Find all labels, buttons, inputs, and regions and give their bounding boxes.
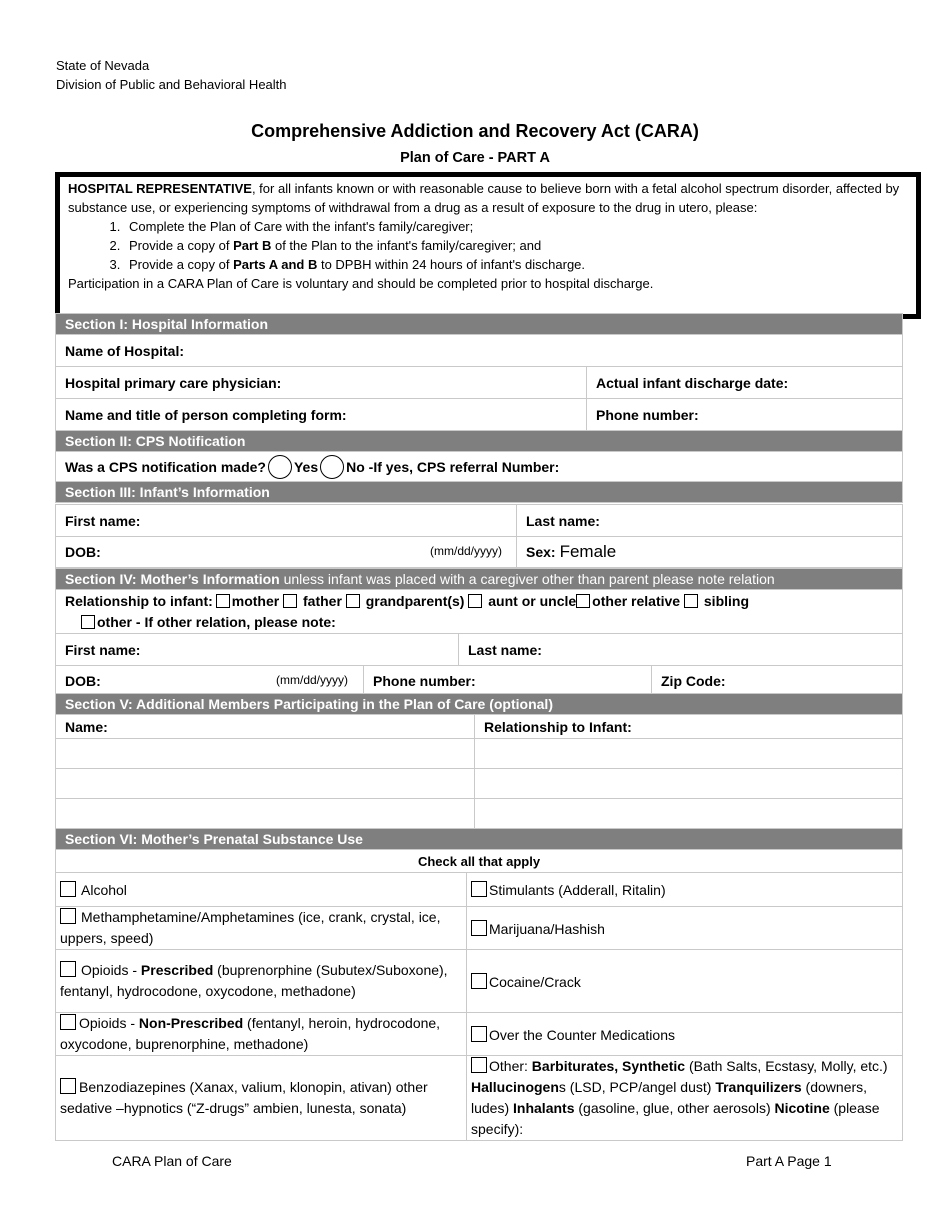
step-3: 3. Provide a copy of Parts A and B to DPBH within 24 hours of infant's discharge. bbox=[124, 255, 910, 274]
cps-no-label: No -If yes, CPS referral Number: bbox=[346, 458, 560, 475]
other-relative-checkbox[interactable] bbox=[576, 594, 590, 608]
mother-phone-field[interactable]: Phone number: bbox=[364, 666, 652, 697]
additional-members-table bbox=[55, 693, 903, 829]
member-relationship-cell[interactable] bbox=[475, 769, 903, 799]
physician-field[interactable]: Hospital primary care physician: bbox=[56, 367, 587, 399]
opioids-nonprescribed-checkbox[interactable] bbox=[60, 1014, 76, 1030]
infant-last-name-field[interactable]: Last name: bbox=[517, 505, 903, 537]
agency-header bbox=[56, 56, 287, 94]
cps-notification-row bbox=[56, 452, 903, 482]
section-1-3-table bbox=[55, 313, 903, 503]
infant-sex-value: Female bbox=[559, 542, 617, 561]
infant-info-table bbox=[55, 504, 903, 568]
opioids-nonprescribed-option: Opioids - Non-Prescribed (fentanyl, heroin, hydrocodone, oxycodone, buprenorphine, methadone) bbox=[56, 1013, 467, 1056]
member-relationship-cell[interactable] bbox=[475, 739, 903, 769]
substance-use-table bbox=[55, 828, 903, 1141]
meth-option: Methamphetamine/Amphetamines (ice, crank, crystal, ice, uppers, speed) bbox=[56, 907, 467, 950]
infant-dob-field[interactable]: DOB: (mm/dd/yyyy) bbox=[56, 537, 517, 568]
mother-zip-field[interactable]: Zip Code: bbox=[652, 666, 903, 697]
relationship-row: Relationship to infant: mother father grandparent(s) aunt or uncle other relative sibling other - If other relation, please note: bbox=[56, 590, 903, 634]
stimulants-option: Stimulants (Adderall, Ritalin) bbox=[467, 873, 903, 907]
member-name-cell[interactable] bbox=[56, 799, 475, 829]
mother-dob-format: (mm/dd/yyyy) bbox=[276, 673, 348, 687]
opioids-prescribed-option: Opioids - Prescribed (buprenorphine (Subutex/Suboxone), fentanyl, hydrocodone, oxycodone, methadone) bbox=[56, 950, 467, 1013]
aunt-uncle-checkbox[interactable] bbox=[468, 594, 482, 608]
discharge-date-field[interactable]: Actual infant discharge date: bbox=[587, 367, 903, 399]
cps-no-radio[interactable] bbox=[320, 455, 344, 479]
instructions-closing: Participation in a CARA Plan of Care is voluntary and should be completed prior to hospital discharge. bbox=[68, 276, 654, 291]
grandparent-checkbox[interactable] bbox=[346, 594, 360, 608]
member-name-header: Name: bbox=[56, 715, 475, 739]
mother-info-table bbox=[55, 568, 903, 697]
instructions-steps bbox=[68, 217, 910, 274]
section-3-header: Section III: Infant’s Information bbox=[56, 482, 903, 503]
marijuana-option: Marijuana/Hashish bbox=[467, 907, 903, 950]
cps-yes-radio[interactable] bbox=[268, 455, 292, 479]
form-subtitle: Plan of Care - PART A bbox=[400, 150, 550, 166]
infant-dob-format: (mm/dd/yyyy) bbox=[430, 544, 502, 558]
instructions-lead: HOSPITAL REPRESENTATIVE, for all infants known or with reasonable cause to believe born with a fetal alcohol spectrum disorder, affected by substance use, or experiencing symptoms of withdrawal from a drug as a result of exposure to the drug in utero, please: bbox=[68, 181, 900, 215]
infant-sex-field[interactable]: Sex: Female bbox=[517, 537, 903, 568]
meth-checkbox[interactable] bbox=[60, 908, 76, 924]
instructions-box bbox=[55, 172, 921, 319]
section-2-header: Section II: CPS Notification bbox=[56, 431, 903, 452]
benzo-checkbox[interactable] bbox=[60, 1078, 76, 1094]
section-5-header: Section V: Additional Members Participating in the Plan of Care (optional) bbox=[56, 694, 903, 715]
cps-question: Was a CPS notification made? bbox=[65, 458, 266, 475]
step-1: 1. Complete the Plan of Care with the infant's family/caregiver; bbox=[124, 217, 910, 236]
stimulants-checkbox[interactable] bbox=[471, 881, 487, 897]
mother-first-name-field[interactable]: First name: bbox=[56, 634, 459, 666]
member-relationship-header: Relationship to Infant: bbox=[475, 715, 903, 739]
member-name-cell[interactable] bbox=[56, 739, 475, 769]
footer-page-number: Part A Page 1 bbox=[746, 1153, 832, 1169]
relationship-label: Relationship to infant: bbox=[65, 592, 213, 609]
member-name-cell[interactable] bbox=[56, 769, 475, 799]
otc-checkbox[interactable] bbox=[471, 1026, 487, 1042]
section-4-header: Section IV: Mother’s Information unless infant was placed with a caregiver other than parent please note relation bbox=[56, 569, 903, 590]
mother-checkbox[interactable] bbox=[216, 594, 230, 608]
section-1-header: Section I: Hospital Information bbox=[56, 314, 903, 335]
alcohol-option: Alcohol bbox=[56, 873, 467, 907]
alcohol-checkbox[interactable] bbox=[60, 881, 76, 897]
infant-first-name-field[interactable]: First name: bbox=[56, 505, 517, 537]
footer-left: CARA Plan of Care bbox=[112, 1153, 232, 1169]
mother-dob-field[interactable]: DOB: (mm/dd/yyyy) bbox=[56, 666, 364, 697]
hospital-name-field[interactable]: Name of Hospital: bbox=[56, 335, 903, 367]
member-relationship-cell[interactable] bbox=[475, 799, 903, 829]
completer-field[interactable]: Name and title of person completing form: bbox=[56, 399, 587, 431]
agency-state: State of Nevada bbox=[56, 58, 150, 73]
step-2: 2. Provide a copy of Part B of the Plan to the infant's family/caregiver; and bbox=[124, 236, 910, 255]
form-title: Comprehensive Addiction and Recovery Act (CARA) bbox=[251, 121, 699, 141]
cocaine-option: Cocaine/Crack bbox=[467, 950, 903, 1013]
marijuana-checkbox[interactable] bbox=[471, 920, 487, 936]
sibling-checkbox[interactable] bbox=[684, 594, 698, 608]
section-6-header: Section VI: Mother’s Prenatal Substance Use bbox=[56, 829, 903, 850]
agency-division: Division of Public and Behavioral Health bbox=[56, 77, 287, 92]
opioids-prescribed-checkbox[interactable] bbox=[60, 961, 76, 977]
cocaine-checkbox[interactable] bbox=[471, 973, 487, 989]
otc-option: Over the Counter Medications bbox=[467, 1013, 903, 1056]
father-checkbox[interactable] bbox=[283, 594, 297, 608]
other-substance-option: Other: Barbiturates, Synthetic (Bath Salts, Ecstasy, Molly, etc.) Hallucinogens (LSD, PCP/angel dust) Tranquilizers (downers, ludes) Inhalants (gasoline, glue, other aerosols) Nicotine (please specify): bbox=[467, 1056, 903, 1141]
cps-yes-label: Yes bbox=[293, 458, 319, 475]
other-checkbox[interactable] bbox=[81, 615, 95, 629]
hospital-phone-field[interactable]: Phone number: bbox=[587, 399, 903, 431]
benzo-option: Benzodiazepines (Xanax, valium, klonopin, ativan) other sedative –hypnotics (“Z-drugs” ambien, lunesta, sonata) bbox=[56, 1056, 467, 1141]
mother-last-name-field[interactable]: Last name: bbox=[459, 634, 903, 666]
other-substance-checkbox[interactable] bbox=[471, 1057, 487, 1073]
check-all-instruction: Check all that apply bbox=[56, 850, 903, 873]
